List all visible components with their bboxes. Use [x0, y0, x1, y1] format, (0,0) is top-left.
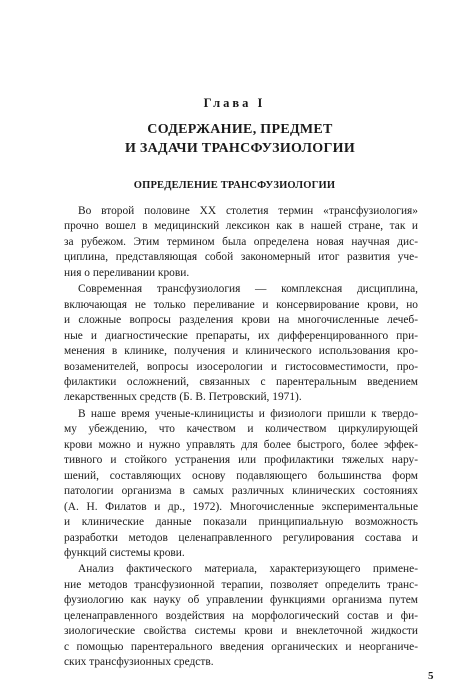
text-line: и клинические данные показали принципиальную возможность — [64, 516, 418, 529]
paragraph — [64, 282, 418, 406]
text-line: целенаправленного воздействия на морфологический состав и фи- — [64, 609, 418, 622]
text-line: функций системы крови. — [64, 546, 185, 559]
text-line: за рубежом. Этим термином была определена новая научная дис- — [64, 235, 418, 248]
text-line: менения в клинике, получения и клинического использования кро- — [64, 345, 418, 358]
text-line: ние методов трансфузионной терапии, позволяет определить транс- — [64, 578, 418, 591]
text-line: ских трансфузионных средств. — [64, 656, 214, 669]
text-line: Анализ фактического материала, характеризующего примене- — [78, 563, 418, 576]
chapter-title — [60, 120, 420, 158]
text-line: (А. Н. Филатов и др., 1972). Многочисленные экспериментальные — [64, 500, 418, 513]
text-line: крови можно и нужно управлять для более быстрого, более эффек- — [64, 438, 418, 451]
text-line: и сложные вопросы разделения крови на многочисленные лечеб- — [64, 314, 418, 327]
page-number: 5 — [428, 670, 434, 682]
text-line: с помощью парентерального введения органических и неорганиче- — [64, 640, 418, 653]
text-line: фузиологию как науку об управлении функциями организма путем — [64, 594, 418, 607]
text-line: филактики осложнений, связанных с парентеральным введением — [64, 375, 418, 388]
text-line: циплина, представляющая собой закономерный итог развития уче- — [64, 251, 418, 264]
chapter-title-line: И ЗАДАЧИ ТРАНСФУЗИОЛОГИИ — [124, 141, 356, 156]
paragraph — [64, 562, 418, 670]
paragraph — [64, 407, 418, 562]
text-line: Во второй половине XX столетия термин «трансфузиология» — [78, 205, 418, 217]
chapter-label: Глава I — [203, 96, 266, 110]
paragraph — [64, 204, 418, 281]
text-line: ния о переливании крови. — [64, 266, 190, 279]
text-line: му убеждению, что качеством и количеством циркулирующей — [64, 423, 418, 436]
section-title: ОПРЕДЕЛЕНИЕ ТРАНСФУЗИОЛОГИИ — [133, 180, 336, 191]
text-line: ные и диагностические препараты, их дифференцированного при- — [64, 329, 418, 342]
text-line: Современная трансфузиология — комплексная дисциплина, — [78, 283, 418, 296]
text-line: патологии организма в самых различных клинических состояниях — [64, 485, 418, 498]
text-line: В наше время ученые-клиницисты и физиологи пришли к твердо- — [78, 407, 418, 420]
text-line: прочно вошел в медицинский лексикон как в нашей стране, так и — [64, 220, 418, 233]
text-line: тивного и стойкого устранения или профилактики тяжелых нару- — [64, 454, 418, 467]
text-line: включающая не только переливание и консервирование крови, но — [64, 298, 418, 311]
text-line: шений, составляющих основу подавляющего большинства форм — [64, 469, 418, 482]
text-line: возаменителей, вопросы изосерологии и гистосовместимости, про- — [64, 360, 418, 373]
text-line: лекарственных средств (Б. В. Петровский, 1971). — [64, 391, 302, 404]
body-text — [64, 204, 418, 671]
chapter-title-line: СОДЕРЖАНИЕ, ПРЕДМЕТ — [147, 122, 333, 137]
text-line: зиологические свойства системы крови и внеклеточной жидкости — [64, 625, 418, 638]
text-line: разработки методов целенаправленного регулирования состава и — [64, 531, 418, 544]
